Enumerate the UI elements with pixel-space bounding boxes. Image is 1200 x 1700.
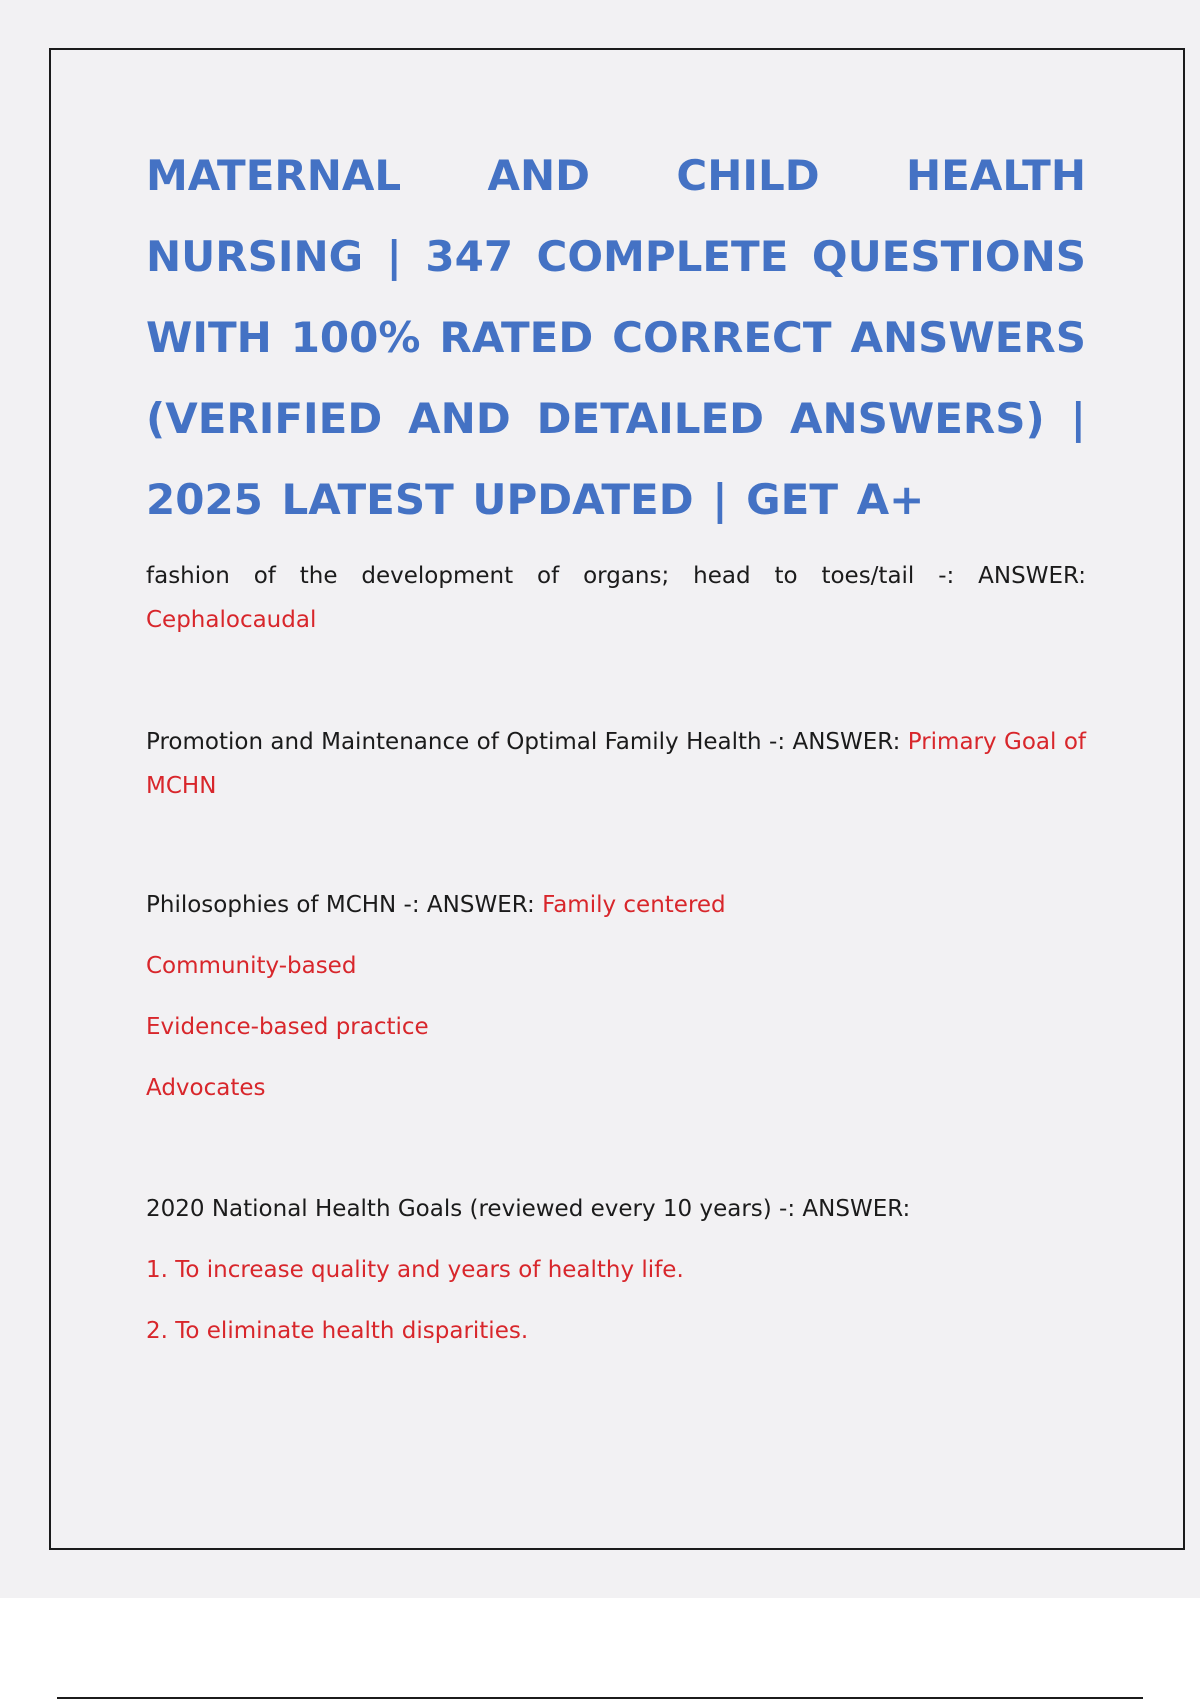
answer-line: Advocates [146,1075,266,1101]
answer-text: Family centered [542,892,726,918]
answer-text: Primary Goal of MCHN [146,729,1086,799]
qa-paragraph [146,720,1086,808]
answer-text: Cephalocaudal [146,607,317,633]
qa-paragraph [146,875,1086,936]
question-line: 2020 National Health Goals (reviewed every 10 years) -: ANSWER: [146,1196,911,1222]
next-page-top-rule [57,1697,1143,1699]
answer-line: Community-based [146,953,357,979]
qa-item-1 [146,554,1086,642]
qa-item-4 [146,1179,1086,1362]
qa-paragraph [146,554,1086,642]
qa-item-2 [146,720,1086,808]
answer-line: Evidence-based practice [146,1014,429,1040]
qa-item-3 [146,875,1086,1119]
question-text: Philosophies of MCHN -: ANSWER: [146,892,543,918]
answer-line: 2. To eliminate health disparities. [146,1318,529,1344]
document-title: MATERNAL AND CHILD HEALTH NURSING | 347 COMPLETE QUESTIONS WITH 100% RATED CORRECT ANSWERS (VERIFIED AND DETAILED ANSWERS) | 2025 LATEST UPDATED | GET A+ [146,151,1086,524]
document-content [146,135,1086,1362]
question-text: Promotion and Maintenance of Optimal Family Health -: ANSWER: [146,729,908,755]
question-text: fashion of the development of organs; head to toes/tail -: ANSWER: [146,563,1086,589]
answer-line: 1. To increase quality and years of healthy life. [146,1257,684,1283]
